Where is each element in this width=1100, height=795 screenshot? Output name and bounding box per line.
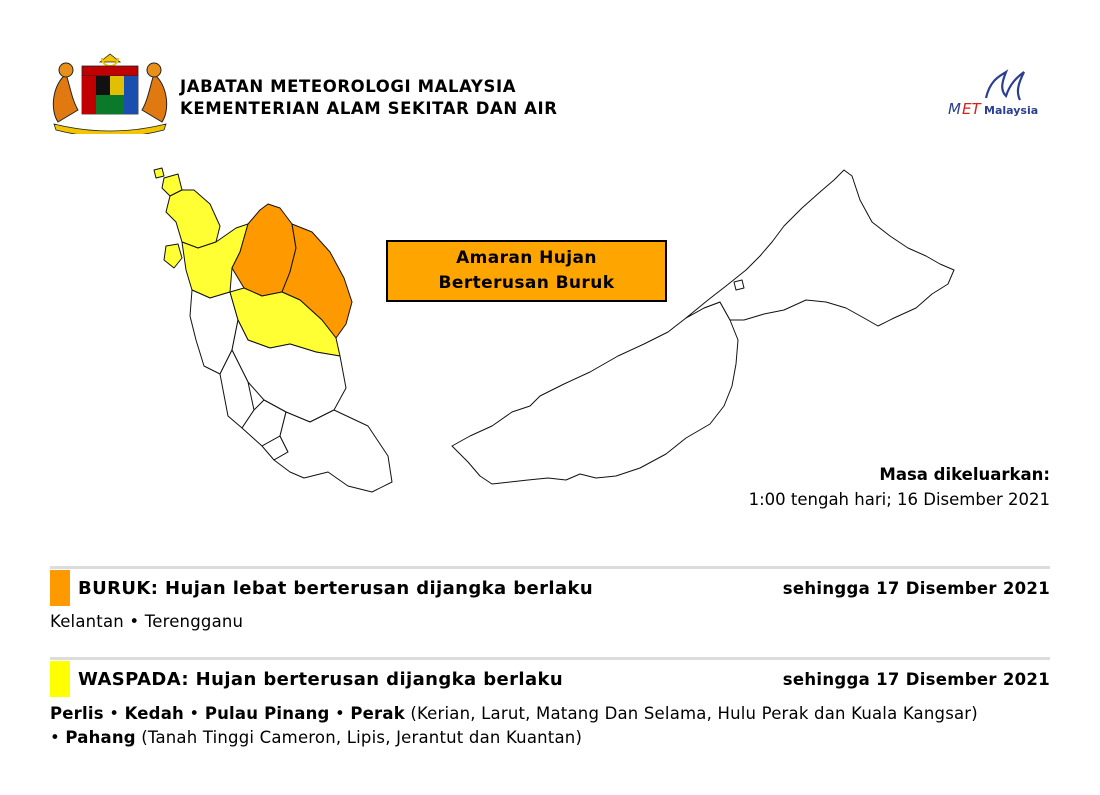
separator: • bbox=[329, 704, 351, 723]
peninsular-malaysia bbox=[154, 168, 392, 492]
area-name: Perak bbox=[350, 704, 405, 723]
area-detail: (Tanah Tinggi Cameron, Lipis, Jerantut dan Kuantan) bbox=[141, 728, 583, 747]
org-line-1: JABATAN METEOROLOGI MALAYSIA bbox=[180, 77, 517, 96]
warning-section-waspada bbox=[50, 661, 1050, 761]
area-name: Perlis bbox=[50, 704, 104, 723]
warning-title-line-2: Berterusan Buruk bbox=[438, 273, 615, 293]
region-sarawak bbox=[452, 302, 738, 484]
separator: • bbox=[183, 704, 205, 723]
svg-text:Malaysia: Malaysia bbox=[984, 104, 1039, 117]
buruk-title: BURUK: Hujan lebat berterusan dijangka berlaku bbox=[78, 578, 594, 599]
waspada-color-swatch bbox=[50, 661, 70, 697]
east-malaysia bbox=[452, 170, 954, 484]
issued-time bbox=[749, 462, 1050, 512]
warning-section-buruk bbox=[50, 570, 1050, 654]
region-labuan bbox=[734, 280, 744, 290]
region-johor bbox=[274, 410, 392, 492]
svg-text:ET: ET bbox=[962, 100, 981, 118]
met-malaysia-logo bbox=[946, 68, 1058, 124]
svg-text:M: M bbox=[948, 100, 961, 118]
issued-value: 1:00 tengah hari; 16 Disember 2021 bbox=[748, 490, 1050, 509]
buruk-until: sehingga 17 Disember 2021 bbox=[782, 579, 1050, 598]
region-sabah bbox=[686, 170, 954, 326]
header bbox=[48, 52, 1058, 142]
org-line-2: KEMENTERIAN ALAM SEKITAR DAN AIR bbox=[180, 99, 558, 118]
coat-of-arms-icon bbox=[48, 52, 172, 134]
warning-title-line-1: Amaran Hujan bbox=[456, 248, 597, 268]
region-kedah bbox=[166, 190, 220, 248]
region-langkawi bbox=[154, 168, 164, 178]
area-detail: (Kerian, Larut, Matang Dan Selama, Hulu Perak dan Kuala Kangsar) bbox=[410, 704, 978, 723]
waspada-areas bbox=[50, 702, 978, 750]
buruk-color-swatch bbox=[50, 570, 70, 606]
waspada-until: sehingga 17 Disember 2021 bbox=[782, 670, 1050, 689]
area-name: Pulau Pinang bbox=[204, 704, 330, 723]
region-pulau-pinang bbox=[164, 244, 182, 268]
warning-title-box bbox=[386, 240, 667, 302]
bullet: • bbox=[50, 728, 66, 747]
separator: • bbox=[103, 704, 125, 723]
waspada-title: WASPADA: Hujan berterusan dijangka berlaku bbox=[78, 669, 564, 690]
area-name: Pahang bbox=[65, 728, 136, 747]
issued-label: Masa dikeluarkan: bbox=[879, 465, 1050, 484]
divider-waspada bbox=[50, 657, 1050, 660]
organization-name bbox=[180, 76, 558, 120]
area-name: Kedah bbox=[124, 704, 184, 723]
buruk-areas: Kelantan • Terengganu bbox=[50, 612, 244, 631]
divider-buruk bbox=[50, 566, 1050, 569]
